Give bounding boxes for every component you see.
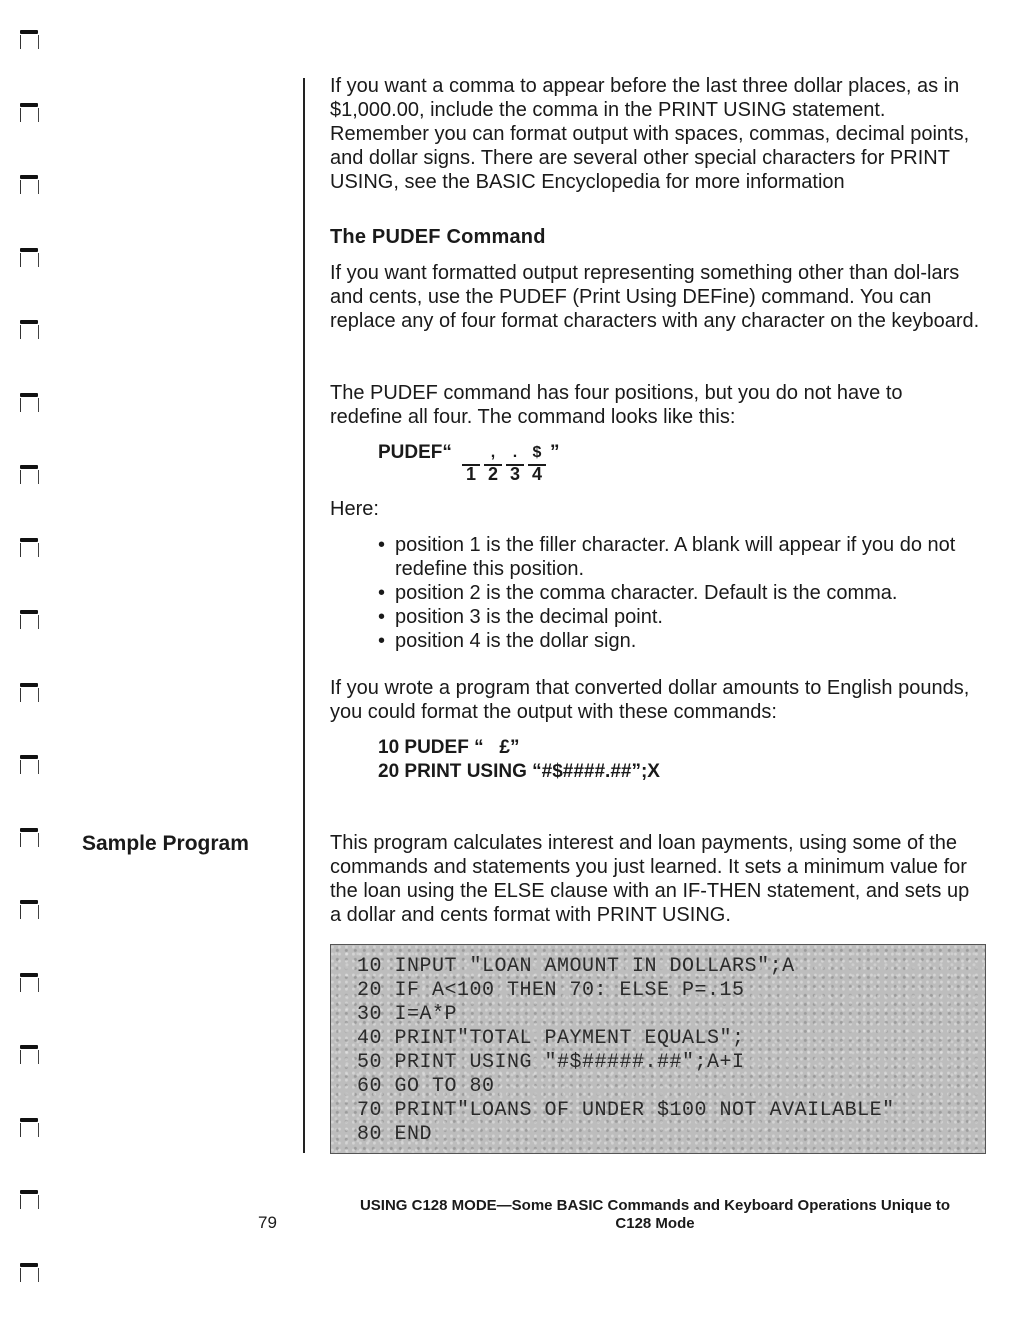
binding-hole (18, 538, 40, 562)
column-divider (303, 78, 305, 1153)
binding-hole (18, 248, 40, 272)
program-line: 30 I=A*P (357, 1003, 458, 1026)
pound-command-line-1: 10 PUDEF “ £” (378, 737, 520, 758)
pudef-position-4: 4 (531, 464, 542, 484)
pudef-close-quote: ” (550, 442, 560, 463)
binding-hole (18, 755, 40, 779)
program-line: 20 IF A<100 THEN 70: ELSE P=.15 (357, 979, 745, 1002)
binding-hole (18, 320, 40, 344)
binding-hole (18, 1118, 40, 1142)
here-label: Here: (330, 498, 379, 520)
bullet-icon: • (378, 582, 386, 604)
program-line: 70 PRINT"LOANS OF UNDER $100 NOT AVAILABLE" (357, 1099, 895, 1122)
pudef-syntax (378, 442, 578, 486)
position-list (378, 533, 998, 653)
pound-command-line-2: 20 PRINT USING “#$####.##”;X (378, 761, 660, 782)
page-number: 79 (258, 1213, 277, 1232)
list-item: • position 4 is the dollar sign. (378, 630, 637, 652)
pounds-intro-paragraph: If you wrote a program that converted dollar amounts to English pounds, you could format the output with these commands: (330, 677, 970, 723)
program-line: 10 INPUT "LOAN AMOUNT IN DOLLARS";A (357, 955, 795, 978)
list-item: • position 1 is the filler character. A blank will appear if you do not redefine this position. (378, 534, 956, 580)
program-line: 40 PRINT"TOTAL PAYMENT EQUALS"; (357, 1027, 745, 1050)
sample-intro-paragraph: This program calculates interest and loan payments, using some of the commands and statements you just learned. It sets a minimum value for the loan using the ELSE clause with an IF-THEN statement, and sets up a dollar and cents format with PRINT USING. (330, 832, 970, 926)
list-item: • position 2 is the comma character. Default is the comma. (378, 582, 898, 604)
binding-holes (12, 0, 52, 1327)
pound-commands (378, 736, 660, 784)
binding-hole (18, 683, 40, 707)
footer-line-1: USING C128 MODE—Some BASIC Commands and Keyboard Operations Unique to (359, 1197, 951, 1214)
binding-hole (18, 393, 40, 417)
binding-hole (18, 1263, 40, 1287)
pudef-command-text: PUDEF“ (378, 442, 452, 463)
pudef-char-3: . (512, 444, 518, 461)
binding-hole (18, 1190, 40, 1214)
program-listing-screen (330, 944, 986, 1154)
bullet-icon: • (378, 630, 386, 652)
binding-hole (18, 610, 40, 634)
bullet-icon: • (378, 534, 386, 556)
list-item: • position 3 is the decimal point. (378, 606, 663, 628)
pudef-heading: The PUDEF Command (330, 226, 546, 248)
binding-hole (18, 175, 40, 199)
program-line: 80 END (357, 1123, 433, 1146)
pudef-position-3: 3 (509, 464, 520, 484)
program-line: 50 PRINT USING "#$#####.##";A+I (357, 1051, 745, 1074)
pudef-positions-paragraph: The PUDEF command has four positions, but you do not have to redefine all four. The command looks like this: (330, 382, 903, 428)
binding-hole (18, 103, 40, 127)
pudef-position-1: 1 (465, 464, 476, 484)
program-line: 60 GO TO 80 (357, 1075, 495, 1098)
binding-hole (18, 828, 40, 852)
footer-line-2: C128 Mode (615, 1215, 695, 1232)
binding-hole (18, 900, 40, 924)
binding-hole (18, 973, 40, 997)
binding-hole (18, 465, 40, 489)
pudef-char-2: , (490, 444, 496, 461)
binding-hole (18, 1045, 40, 1069)
pudef-intro-paragraph: If you want formatted output representing something other than dol-lars and cents, use the PUDEF (Print Using DEFine) command. You can replace any of four format characters with any character on the keyboard. (330, 262, 980, 332)
pudef-position-2: 2 (487, 464, 498, 484)
bullet-icon: • (378, 606, 386, 628)
comma-intro-paragraph: If you want a comma to appear before the last three dollar places, as in $1,000.00, include the comma in the PRINT USING statement. Remember you can format output with spaces, commas, decimal points, and dollar signs. There are several other special characters for PRINT USING, see the BASIC Encyclopedia for more information (330, 75, 970, 193)
sample-program-heading: Sample Program (82, 832, 249, 855)
binding-hole (18, 30, 40, 54)
running-footer (330, 1197, 980, 1233)
pudef-char-4: $ (532, 444, 542, 461)
